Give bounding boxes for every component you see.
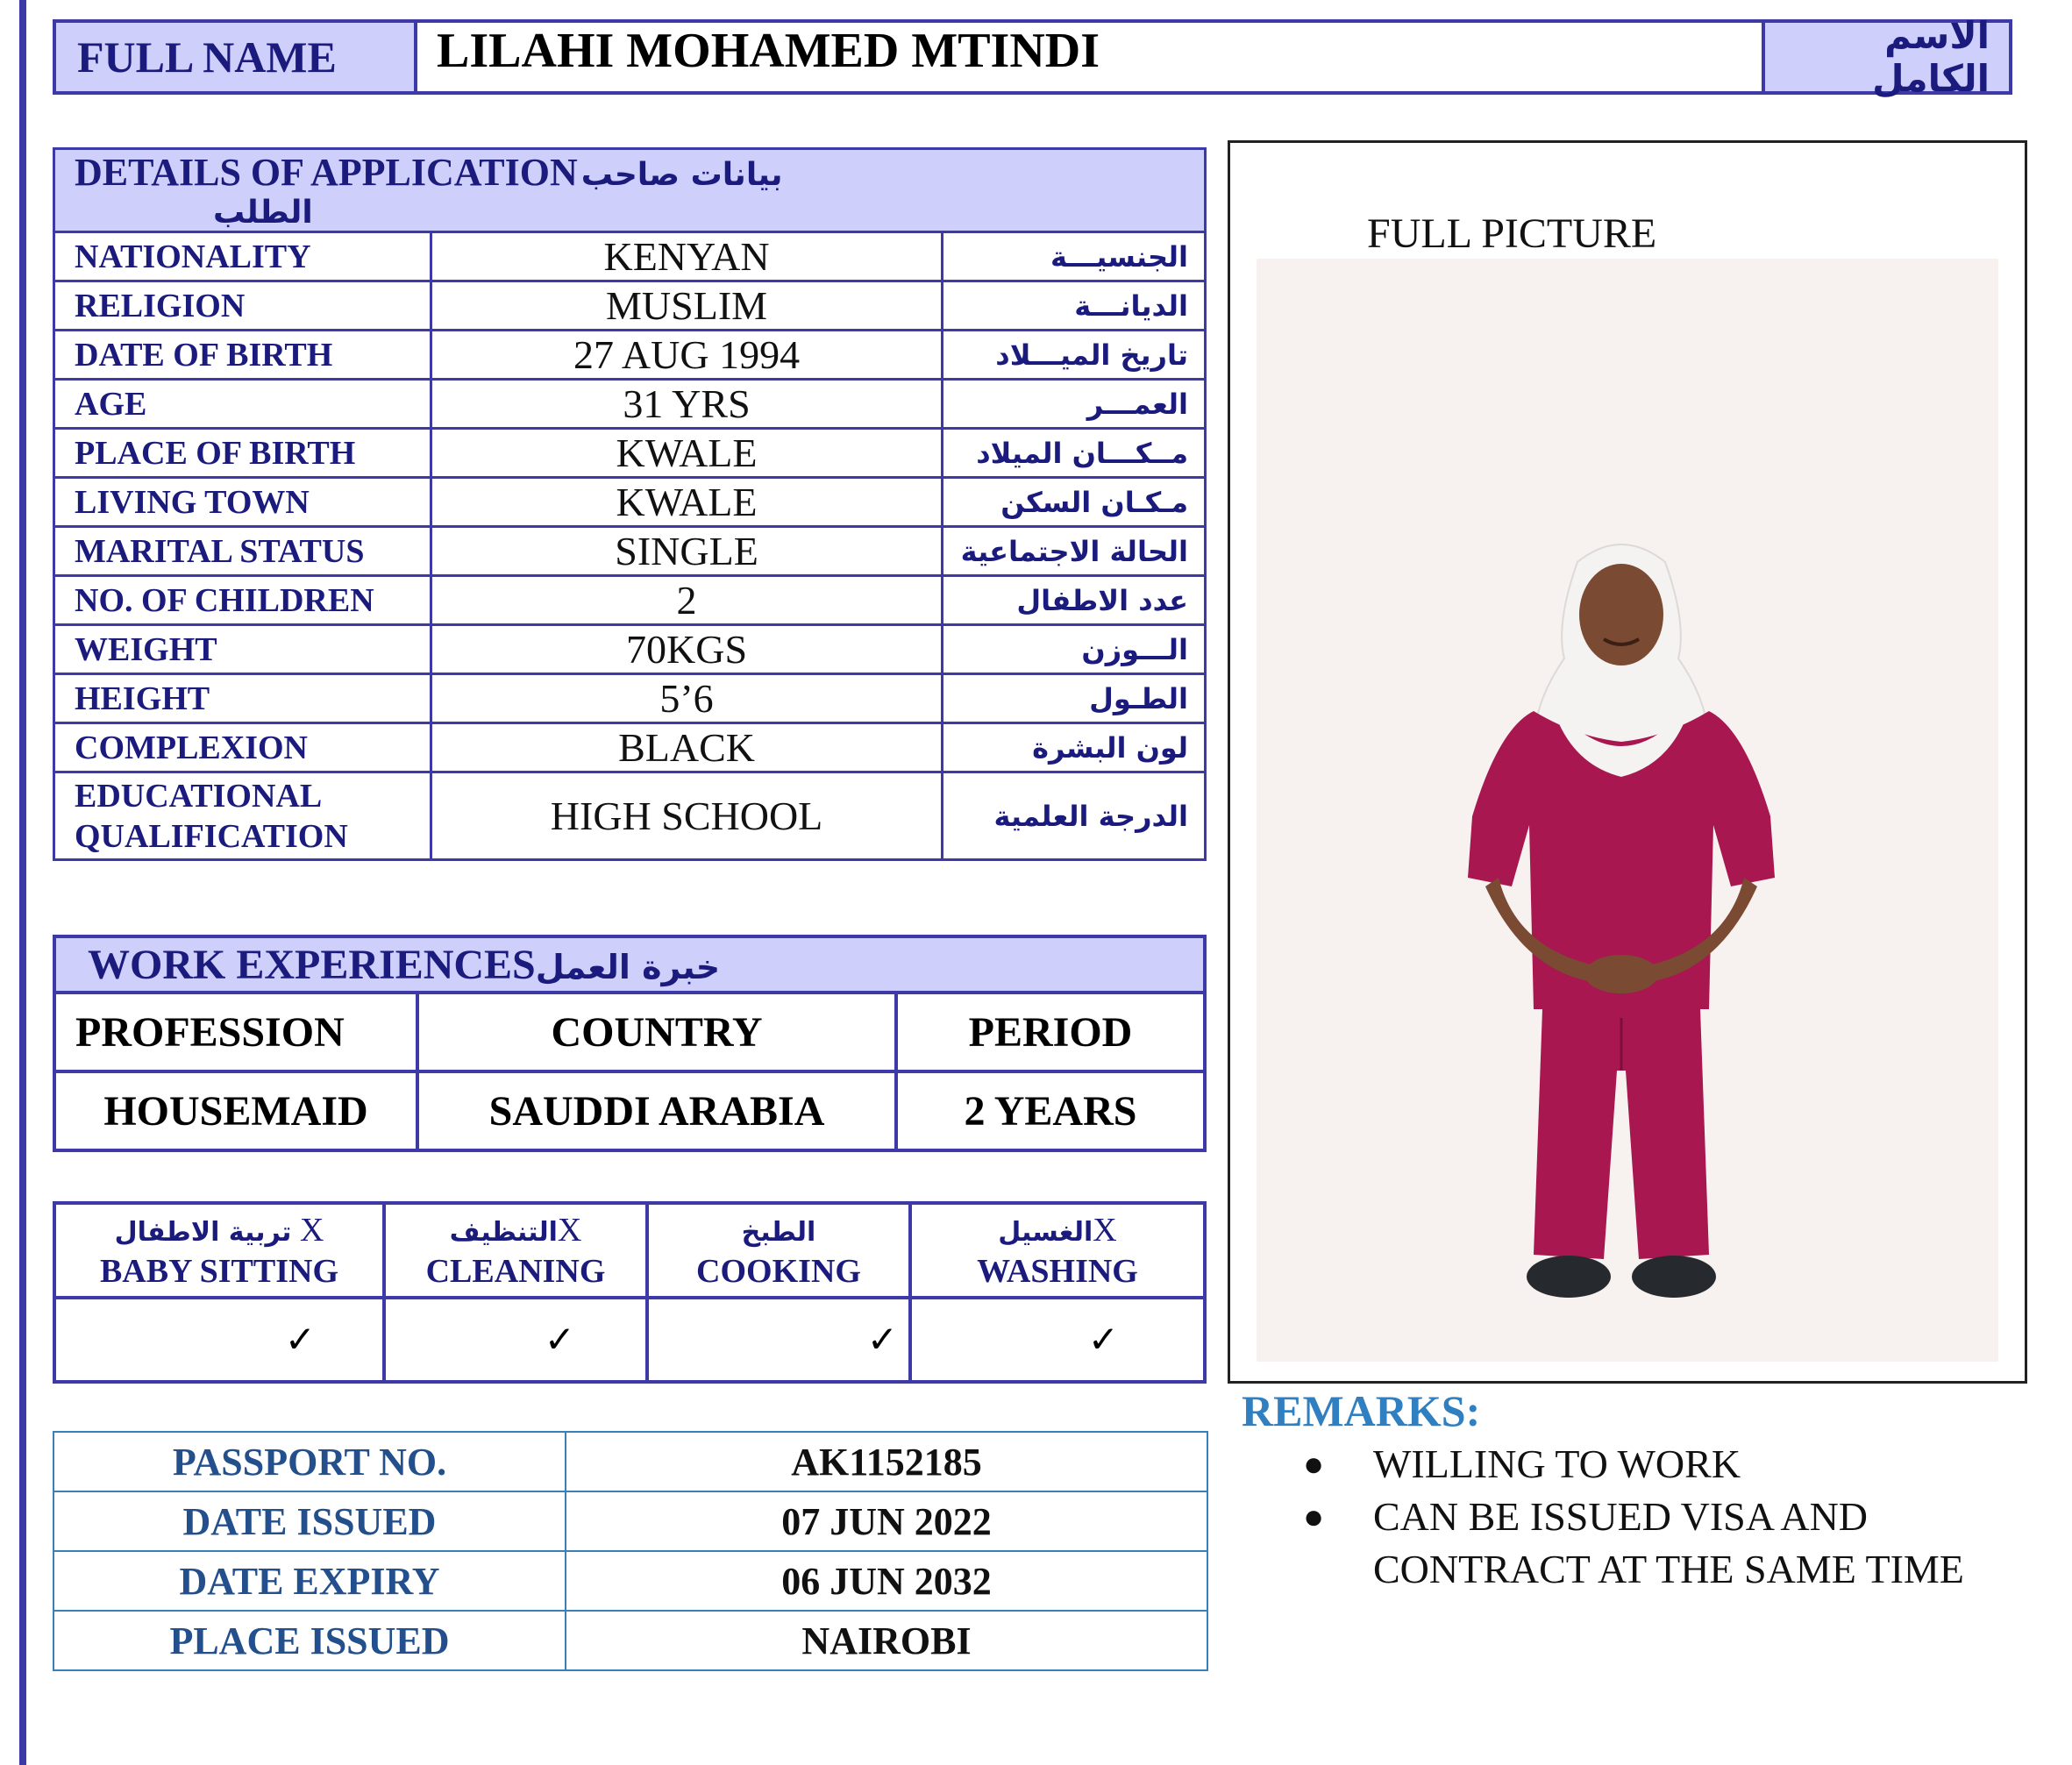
full-name-label: FULL NAME	[56, 23, 417, 91]
passport-value: 06 JUN 2032	[566, 1551, 1207, 1611]
detail-row	[54, 429, 1206, 478]
skill-cleaning	[384, 1203, 647, 1298]
full-name-label-ar: الاسم الكامل	[1762, 23, 2009, 91]
detail-label-ar: الحالة الاجتماعية	[942, 527, 1205, 576]
full-picture-title: FULL PICTURE	[1367, 210, 1657, 257]
remark-text: CONTRACT AT THE SAME TIME	[1373, 1547, 1964, 1591]
column-header: PERIOD	[896, 993, 1205, 1071]
detail-label: LIVING TOWN	[54, 478, 431, 527]
check-icon: ✓	[647, 1298, 910, 1382]
detail-row	[54, 478, 1206, 527]
check-icon: ✓	[384, 1298, 647, 1382]
detail-label-ar: تاريخ الميـــلاد	[942, 331, 1205, 380]
detail-label: COMPLEXION	[54, 723, 431, 772]
work-header	[54, 936, 1205, 993]
detail-value: 70KGS	[431, 625, 942, 674]
detail-row	[54, 625, 1206, 674]
detail-label-ar: لون البشرة	[942, 723, 1205, 772]
work-title: WORK EXPERIENCES	[88, 941, 536, 988]
table-row	[53, 1491, 1207, 1551]
skill-mark: X	[557, 1211, 582, 1249]
detail-row	[54, 232, 1206, 281]
detail-label-ar: الـــوزن	[942, 625, 1205, 674]
work-experience-table	[53, 935, 1207, 1152]
detail-label: DATE OF BIRTH	[54, 331, 431, 380]
page-left-border	[19, 0, 26, 1765]
passport-label: PLACE ISSUED	[53, 1611, 566, 1670]
passport-value: 07 JUN 2022	[566, 1491, 1207, 1551]
check-icon: ✓	[910, 1298, 1205, 1382]
details-title: DETAILS OF APPLICATION	[75, 151, 578, 194]
detail-value: 31 YRS	[431, 380, 942, 429]
detail-value: KENYAN	[431, 232, 942, 281]
passport-value: AK1152185	[566, 1432, 1207, 1491]
skill-mark: X	[299, 1211, 324, 1249]
work-period: 2 YEARS	[896, 1071, 1205, 1150]
detail-label: RELIGION	[54, 281, 431, 331]
detail-label: PLACE OF BIRTH	[54, 429, 431, 478]
detail-value: MUSLIM	[431, 281, 942, 331]
detail-label-ar: الطـول	[942, 674, 1205, 723]
detail-label: AGE	[54, 380, 431, 429]
detail-row	[54, 331, 1206, 380]
detail-label: NATIONALITY	[54, 232, 431, 281]
detail-label-ar: الديانـــة	[942, 281, 1205, 331]
work-profession: HOUSEMAID	[54, 1071, 417, 1150]
remarks-title: REMARKS:	[1242, 1386, 1481, 1435]
skill-label: CLEANING	[425, 1252, 606, 1290]
remark-text: WILLING TO WORK	[1373, 1441, 1741, 1486]
detail-value: KWALE	[431, 429, 942, 478]
passport-label: DATE ISSUED	[53, 1491, 566, 1551]
passport-table	[53, 1431, 1208, 1671]
detail-value: 27 AUG 1994	[431, 331, 942, 380]
skill-mark: X	[1093, 1211, 1117, 1249]
work-column-headers	[54, 993, 1205, 1071]
detail-row	[54, 527, 1206, 576]
remark-text: CAN BE ISSUED VISA AND	[1373, 1494, 1869, 1539]
passport-label: DATE EXPIRY	[53, 1551, 566, 1611]
detail-row	[54, 674, 1206, 723]
detail-value: 5’6	[431, 674, 942, 723]
full-picture-frame	[1228, 140, 2027, 1384]
column-header: COUNTRY	[417, 993, 896, 1071]
skill-label: COOKING	[696, 1252, 861, 1290]
detail-row	[54, 281, 1206, 331]
detail-label: NO. OF CHILDREN	[54, 576, 431, 625]
skill-cooking	[647, 1203, 910, 1298]
skill-ar: التنظيف	[449, 1216, 558, 1248]
bullet-icon: ●	[1303, 1444, 1325, 1484]
detail-value: HIGH SCHOOL	[431, 772, 942, 860]
detail-row	[54, 772, 1206, 860]
skill-baby-sitting	[54, 1203, 384, 1298]
skill-label: WASHING	[977, 1252, 1138, 1290]
skills-header	[54, 1203, 1205, 1298]
detail-row	[54, 576, 1206, 625]
skill-washing	[910, 1203, 1205, 1298]
list-item	[1298, 1491, 2052, 1596]
table-row	[54, 1071, 1205, 1150]
skill-label: BABY SITTING	[99, 1252, 339, 1290]
applicant-photo	[1257, 259, 1998, 1362]
detail-label-line: EDUCATIONAL	[75, 777, 323, 815]
detail-label: HEIGHT	[54, 674, 431, 723]
list-item	[1298, 1438, 2052, 1491]
skill-ar: الغسيل	[998, 1216, 1093, 1248]
skills-table	[53, 1201, 1207, 1384]
detail-label-ar: مــكـــان الميلاد	[942, 429, 1205, 478]
details-title-ar: بيانات صاحب الطلب	[213, 157, 783, 231]
detail-label-ar: مـكـان السكن	[942, 478, 1205, 527]
detail-label-ar: العمـــر	[942, 380, 1205, 429]
table-row	[53, 1551, 1207, 1611]
detail-label: MARITAL STATUS	[54, 527, 431, 576]
detail-label	[54, 772, 431, 860]
skill-ar: تربية الاطفال	[114, 1216, 292, 1248]
check-icon: ✓	[54, 1298, 384, 1382]
table-row	[53, 1432, 1207, 1491]
table-row	[53, 1611, 1207, 1670]
detail-value: BLACK	[431, 723, 942, 772]
details-table	[53, 147, 1207, 861]
detail-value: KWALE	[431, 478, 942, 527]
detail-label-ar: عدد الاطفال	[942, 576, 1205, 625]
detail-label: WEIGHT	[54, 625, 431, 674]
passport-value: NAIROBI	[566, 1611, 1207, 1670]
detail-label-ar: الجنسيـــة	[942, 232, 1205, 281]
full-name-bar	[53, 14, 2012, 100]
passport-label: PASSPORT NO.	[53, 1432, 566, 1491]
detail-value: 2	[431, 576, 942, 625]
skill-ar: الطبخ	[741, 1216, 816, 1248]
detail-label-ar: الدرجة العلمية	[942, 772, 1205, 860]
detail-label-line: QUALIFICATION	[75, 817, 348, 855]
detail-row	[54, 380, 1206, 429]
remarks-list	[1298, 1438, 2052, 1596]
detail-value: SINGLE	[431, 527, 942, 576]
work-country: SAUDDI ARABIA	[417, 1071, 896, 1150]
detail-row	[54, 723, 1206, 772]
person-figure-icon	[1446, 527, 1797, 1316]
details-header	[54, 149, 1206, 232]
full-name-value: LILAHI MOHAMED MTINDI	[437, 24, 1100, 78]
bullet-icon: ●	[1303, 1497, 1325, 1536]
skills-checks	[54, 1298, 1205, 1382]
column-header: PROFESSION	[54, 993, 417, 1071]
work-title-ar: خبرة العمل	[535, 947, 721, 986]
